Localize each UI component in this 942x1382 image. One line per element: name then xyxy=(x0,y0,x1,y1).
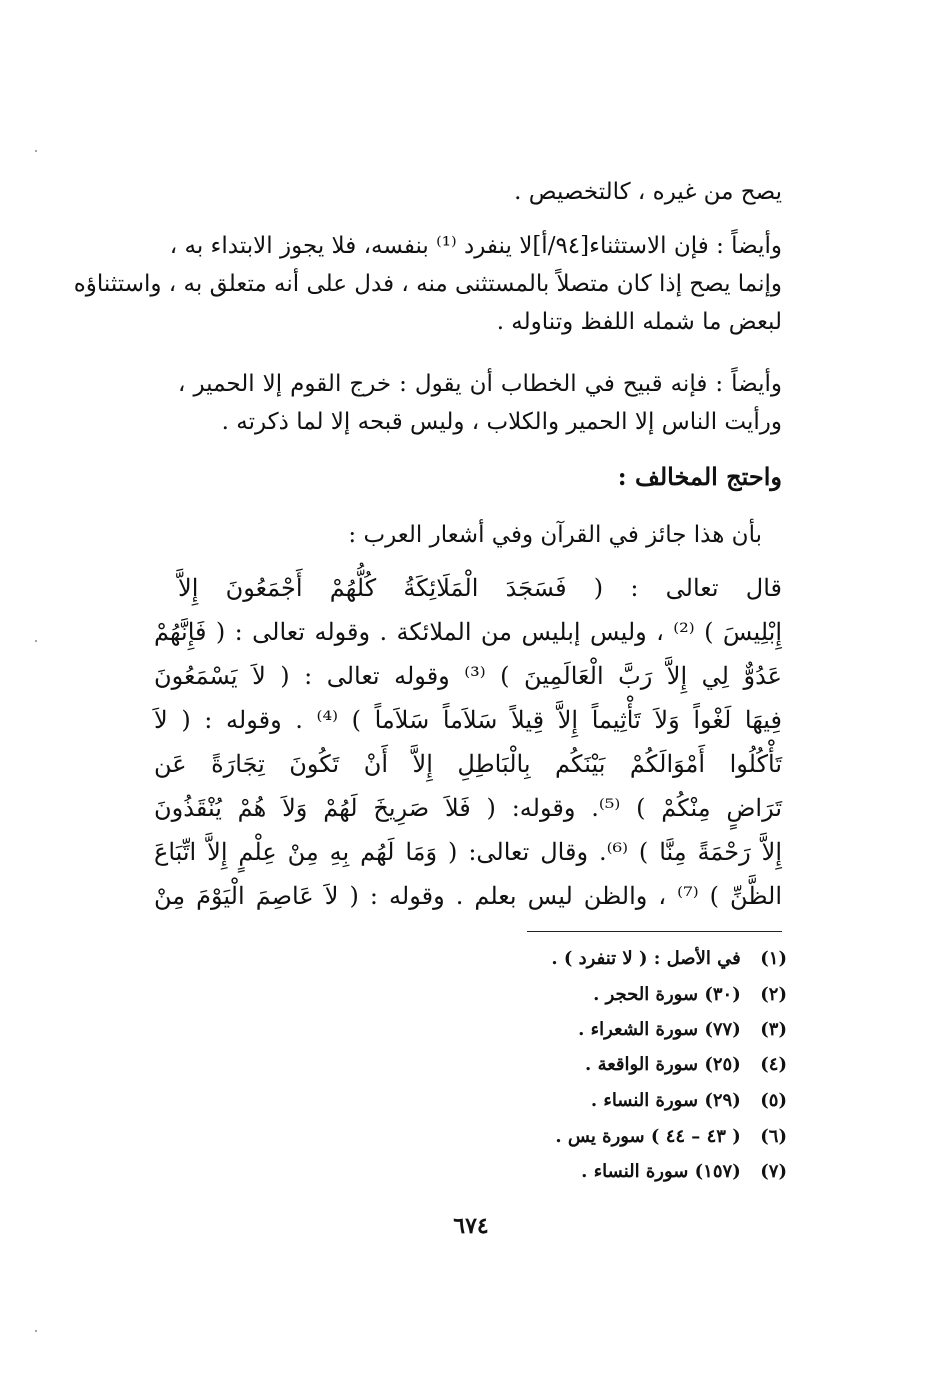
footnote-number: (٢) xyxy=(760,984,787,1005)
text-line-11: عَدُوٌّ لِي إِلاَّ رَبَّ الْعَالَمِينَ ) ⁽³⁾ وقوله تعالى : ( لاَ يَسْمَعُونَ xyxy=(154,662,782,690)
footnote-1 xyxy=(287,944,787,974)
footnote-4 xyxy=(287,1050,787,1080)
section-heading: واحتج المخالف : xyxy=(617,462,782,491)
footnote-6 xyxy=(287,1122,787,1152)
footnote-separator xyxy=(527,931,782,932)
page-number: ٦٧٤ xyxy=(453,1213,489,1239)
text-line-9: قال تعالى : ( فَسَجَدَ الْمَلَائِكَةُ كُلُّهُمْ أَجْمَعُونَ إِلاَّ xyxy=(178,574,782,602)
footnote-text: (٧٧) سورة الشعراء . xyxy=(578,1019,741,1040)
footnote-number: (٧) xyxy=(760,1161,787,1182)
footnote-5 xyxy=(287,1086,787,1116)
text-line-4: لبعض ما شمله اللفظ وتناوله . xyxy=(496,309,782,335)
text-line-1: يصح من غيره ، كالتخصيص . xyxy=(514,179,782,205)
footnote-text: (٣٠) سورة الحجر . xyxy=(593,984,741,1005)
scan-speck xyxy=(35,640,37,642)
text-line-16: الظَّنِّ ) ⁽⁷⁾ ، والظن ليس بعلم . وقوله : ( لاَ عَاصِمَ الْيَوْمَ مِنْ xyxy=(154,882,782,910)
text-line-14: تَرَاضٍ مِنْكُمْ ) ⁽⁵⁾. وقوله: ( فَلاَ صَرِيخَ لَهُمْ وَلاَ هُمْ يُنْقَذُونَ xyxy=(154,794,783,822)
text-line-13: تَأْكُلُوا أَمْوَالَكُمْ بَيْنَكُم بِالْبَاطِلِ إِلاَّ أَنْ تَكُونَ تِجَارَةً عَن xyxy=(154,750,782,778)
footnote-text: ( ٤٣ – ٤٤ ) سورة يس . xyxy=(555,1126,741,1147)
scan-speck xyxy=(35,150,37,152)
footnote-2 xyxy=(287,980,787,1010)
footnote-7 xyxy=(287,1157,787,1187)
text-line-3: وإنما يصح إذا كان متصلاً بالمستثنى منه ، فدل على أنه متعلق به ، واستثناؤه xyxy=(73,271,782,297)
text-line-15: إِلاَّ رَحْمَةً مِنَّا ) ⁽⁶⁾. وقال تعالى: ( وَمَا لَهُم بِهِ مِنْ عِلْمٍ إِلاَّ اتِّبَاعَ xyxy=(154,838,782,866)
footnote-text: في الأصل : ( لا تنفرد ) . xyxy=(551,948,741,969)
footnote-number: (١) xyxy=(760,948,787,969)
text-line-5: وأيضاً : فإنه قبيح في الخطاب أن يقول : خرج القوم إلا الحمير ، xyxy=(178,371,782,397)
footnote-number: (٦) xyxy=(760,1126,787,1147)
footnote-number: (٥) xyxy=(760,1090,787,1111)
footnote-text: (٢٩) سورة النساء . xyxy=(590,1090,741,1111)
text-line-12: فِيهَا لَغْواً وَلاَ تَأْثِيماً إِلاَّ قِيلاً سَلاَماً سَلاَماً ) ⁽⁴⁾ . وقوله : ( لاَ xyxy=(154,706,782,734)
scan-speck xyxy=(35,1330,37,1332)
footnote-3 xyxy=(287,1015,787,1045)
text-line-6: ورأيت الناس إلا الحمير والكلاب ، وليس قبحه إلا لما ذكرته . xyxy=(221,409,782,435)
text-line-2: وأيضاً : فإن الاستثناء[٩٤/أ]لا ينفرد ⁽¹⁾ بنفسه، فلا يجوز الابتداء به ، xyxy=(169,233,782,259)
footnote-number: (٣) xyxy=(760,1019,787,1040)
footnote-number: (٤) xyxy=(760,1054,787,1075)
text-line-10: إِبْلِيسَ ) ⁽²⁾ ، وليس إبليس من الملائكة . وقوله تعالى : ( فَإِنَّهُمْ xyxy=(154,618,782,646)
footnote-text: (٢٥) سورة الواقعة . xyxy=(585,1054,741,1075)
text-line-8: بأن هذا جائز في القرآن وفي أشعار العرب : xyxy=(348,522,762,548)
footnote-text: (١٥٧) سورة النساء . xyxy=(581,1161,741,1182)
